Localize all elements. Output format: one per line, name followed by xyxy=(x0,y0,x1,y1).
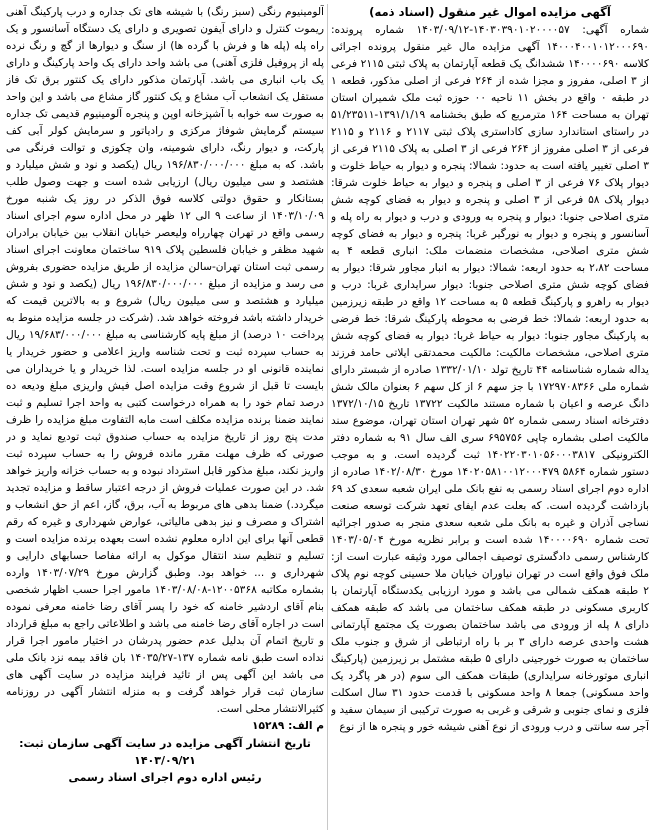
notice-title: آگهی مزایده اموال غیر منقول (اسناد ذمه) xyxy=(369,5,611,19)
tracking-code: م الف: ۱۵۲۸۹ xyxy=(252,720,324,732)
notice-column-left xyxy=(6,4,324,830)
publish-date-line: تاریخ انتشار آگهی مزایده در سایت آگهی سازمان ثبت: ۱۴۰۳/۰۹/۲۱ xyxy=(19,737,311,767)
signature-line: رئیس اداره دوم اجرای اسناد رسمی xyxy=(68,771,262,784)
column-divider xyxy=(327,4,328,830)
notice-column-right xyxy=(331,4,649,830)
notice-body-paragraph: آلومینیوم رنگی (سبز رنگ) با شیشه های تک جداره و درب پارکینگ آهنی ریموت کنترل و دارای آیفون تصویری و دارای یک دستگاه آسانسور و یک راه پله (پله ها و فرش با گرده ها) از سنگ و دیوارها از گچ و رنگ نرده پله از پروفیل فلزی آهنی) می باشد واحد دارای یک واحد پارکینگ و دارای یک باب انباری می باشد. آپارتمان مذکور دارای یک کنتور برق تک فاز مستقل یک انشعاب آب مشاع و یک کنتور گاز مشاع می باشد و این واحد به صورت سه خوابه با آشپزخانه اوپن و پنجره آلومینیوم قدیمی تک جداره سیستم گرمایش شوفاژ مرکزی و رادیاتور و سرمایش کولر آبی کف پارکت، و دیوار رنگ، دارای شومینه، وان چکوزی و توالت فرنگی می باشد. که به مبلغ ۱۹۶/۸۳۰/۰۰۰/۰۰۰ ریال (یکصد و نود و شش میلیارد و هشتصد و سی میلیون ریال) ارزیابی شده است و جهت وصول طلب بستانکار و حقوق دولتی کلاسه فوق الذکر در روز یک شنبه مورخ ۱۴۰۳/۱۰/۰۹ از ساعت ۹ الی ۱۲ ظهر در محل اداره سوم اجرای اسناد رسمی واقع در تهران چهارراه ولیعصر خیابان انقلاب بین خیابان برادران شهید مظفر و خیابان فلسطین پلاک ۹۱۹ ساختمان معاونت اجرای اسناد رسمی ثبت استان تهران-سالن مزایده از طریق مزایده حضوری بفروش می رسد و مزایده از مبلغ ۱۹۶/۸۳۰/۰۰۰/۰۰۰ ریال (یکصد و نود و شش میلیارد و هشتصد و سی میلیون ریال) شروع و به بالاترین قیمت که خریدار داشته باشد فروخته خواهد شد. (شرکت در جلسه مزایده منوط به پرداخت ۱۰ درصد) از مبلغ پایه کارشناسی به مبلغ ۱۹/۶۸۳/۰۰۰/۰۰۰ ریال به حساب سپرده ثبت و تحت شناسه واریز اعلامی و حضور خریدار یا نماینده قانونی او در جلسه مزایده است. لذا خریدار و یا خریداران می بایست تا قبل از شروع وقت مزایده اصل فیش واریزی مبلغ ودیعه ده درصد تمام خود را به همراه درخواست کتبی به واحد اجرا تسلیم و ثبت نمایند ضمنا برنده مزایده مکلف است مابه التفاوت مبلغ مزایده را ظرف مدت پنج روز از تاریخ مزایده به حساب صندوق ثبت تودیع نماید و در صورتی که ظرف مهلت مقرر مانده فروش را به حساب سپرده ثبت واریز نکند، مبلغ مذکور قابل استرداد نبوده و به حساب خزانه واریز خواهد شد. در این صورت عملیات فروش از درجه اعتبار ساقط و مزایده تجدید میگردد.) ضمنا بدهی های مربوط به آب، برق، گاز، اعم از حق انشعاب و اشتراک و مصرف و نیز بدهی مالیاتی، عوارض شهرداری و غیره که رقم قطعی آنها برای این اداره معلوم نشده است بعهده برنده مزایده است و تسلیم و تنظیم سند انتقال موکول به ارائه مفاصا حسابهای دارایی و شهرداری و ... خواهد بود. وطبق گزارش مورخ ۱۴۰۳/۰۷/۲۹ وارده بشماره مکاتبه ۱۲۰۰۵۳۶۸-۱۴۰۳/۰۸/۰۸ مامور اجرا حسب اظهار شخصی بنام آقای اردشیر خامنه که خود را پسر آقای رضا خامنه معرفی نموده است در اجاره آقای رضا خامنه می باشد و اطلاعاتی راجع به مبلغ قرارداد و تاریخ اتمام آن بدلیل عدم حضور پدرشان در اختیار مامور اجرا قرار نداده است طبق نامه شماره ۱۳۷-۱۴۰۳۵/۲۷ بان فاقد بیمه نزد بانک ملی می باشد این آگهی پس از تائید فرایند مزایده در سایت آگهی های سازمان ثبت قرار خواهد گرفت و به منزله انتشار آگهی در روزنامه کثیرالانتشار محلی است. xyxy=(6,6,324,715)
notice-body-paragraph: شماره آگهی: ۱۴۰۳۰۳۹۰۱۰۲۰۰۰۰۵۷-۱۴۰۳/۰۹/۱۲ شماره پرونده: ۱۴۰۰۰۴۰۰۱۰۱۲۰۰۰۶۹۰ آگهی مزایده مال غیر منقول پرونده اجرائی کلاسه ۱۴۰۰۰۰۶۹۰ ششدانگ یک قطعه آپارتمان به پلاک ثبتی ۲۱۱۵ فرعی از ۳ اصلی، مفروز و مجزا شده از ۲۶۴ فرعی از اصلی مذکور، قطعه ۱ در طبقه ۰ واقع در بخش ۱۱ ناحیه ۰۰ حوزه ثبت ملک شمیران استان تهران به مساحت ۱۶۴ مترمربع که طبق بخشنامه ۱۳۹۱/۱/۱۹-۵۱/۲۳۵۱۱ در راستای استاندارد سازی کاداستری پلاک ثبتی ۲۱۱۷ و ۲۱۱۶ و ۲۱۱۵ فرعی از ۳ اصلی مفروز از ۲۶۴ فرعی از ۳ اصلی به پلاک ۲۱۱۵ فرعی از ۳ اصلی تغییر یافته است به حدود: شمالا: پنجره و دیوار به حیاط خلوت و دیوار پلاک ۷۶ فرعی از ۳ اصلی و پنجره و دیوار به حیاط خلوت شرقا: دیوار پلاک ۵۸ فرعی از ۳ اصلی و پنجره و دیوار به فضای کوچه شش متری اصلاحی جنوبا: دیوار و پنجره به ورودی و درب و دیوار به راه پله و آسانسور و پنجره و دیوار به نورگیر غربا: پنجره و دیوار به فضای کوچه شش متری اصلاحی، مشخصات منضمات ملک: انباری قطعه ۴ به مساحت ۲،۸۲ به حدود اربعه: شمالا: دیوار به انبار مجاور شرقا: دیوار به فضای کوچه شش متری اصلاحی جنوبا: دیوار سرایداری غربا: درب و دیوار به راهرو و پارکینگ قطعه ۵ به مساحت ۱۲ واقع در طبقه زیرزمین به حدود اربعه: شمالا: خط فرضی به محوطه پارکینگ شرقا: خط فرضی به پارکینگ مجاور جنوبا: دیوار به حیاط غربا: دیوار به فضای کوچه شش متری اصلاحی، مشخصات مالکیت: مالکیت محمدتقی ایلاتی حامد فرزند یداله شماره شناسنامه ۴۴ تاریخ تولد ۱۳۳۲/۰۱/۱۰ صادره از شبستر دارای شماره ملی ۱۷۲۹۷۰۸۳۶۶ با جز سهم ۶ از کل سهم ۶ بعنوان مالک شش دانگ عرصه و اعیان با شماره مستند مالکیت ۱۳۷۲۲ تاریخ ۱۳۷۲/۱۰/۱۵ دفترخانه اسناد رسمی شماره ۵۲ شهر تهران استان تهران، موضوع سند مالکیت اصلی بشماره چاپی ۶۹۵۷۵۶ سری الف سال ۹۱ به شماره دفتر الکترونیکی ۱۴۰۲۲۰۳۰۱۰۵۶۰۰۰۳۸۱۷ ثبت گردیده است. و به موجب دستور شماره ۵۸۶۴ ۱۴۰۲۰۵۸۱۰۰۱۲۰۰۰۴۷۹ مورخ ۱۴۰۲/۰۸/۳۰ صادره از اداره دوم اجرای اسناد رسمی به نفع بانک ملی ایران شعبه سعدی کد ۶۹ بازداشت گردیده است. که بعلت عدم ایفای تعهد شرکت توسعه صنعت نساجی آذران و غیره به بانک ملی شعبه سعدی منجر به صدور اجرائیه تحت شماره ۱۴۰۰۰۰۶۹۰ شده است و برابر نظریه مورخ ۱۴۰۳/۰۵/۰۴ کارشناس رسمی دادگستری توصیف اجمالی مورد وثیقه عبارت است از: ملک فوق واقع است در تهران نیاوران خیابان ملا حسینی کوچه نوم پلاک ۲ طبقه همکف شمالی می باشد و مورد ارزیابی یکدستگاه آپارتمان با کاربری مسکونی در طبقه همکف ساختمان می باشد که طبقه همکف دارای ۸ پله از ورودی می باشد ساختمان بصورت یک مجتمع آپارتمانی هشت واحدی عرصه دارای ۳ بر با راه ارتباطی از شرق و جنوب ملک ساختمان به صورت خورجینی دارای ۵ طبقه مشتمل بر زیرزمین (پارکینگ انباری موتورخانه سرایداری) طبقات همکف الی سوم (در هر پاگرد یک واحد مسکونی) جمعا ۸ واحد مسکونی با قدمت حدود ۳۱ سال اسکلت فلزی و نمای جنوبی و شرقی و غربی به صورت ترکیبی از سیمان سفید و آجر سه سانتی و درب ورودی از نوع آهنی شیشه خور و پنجره ها از نوع xyxy=(331,24,649,733)
